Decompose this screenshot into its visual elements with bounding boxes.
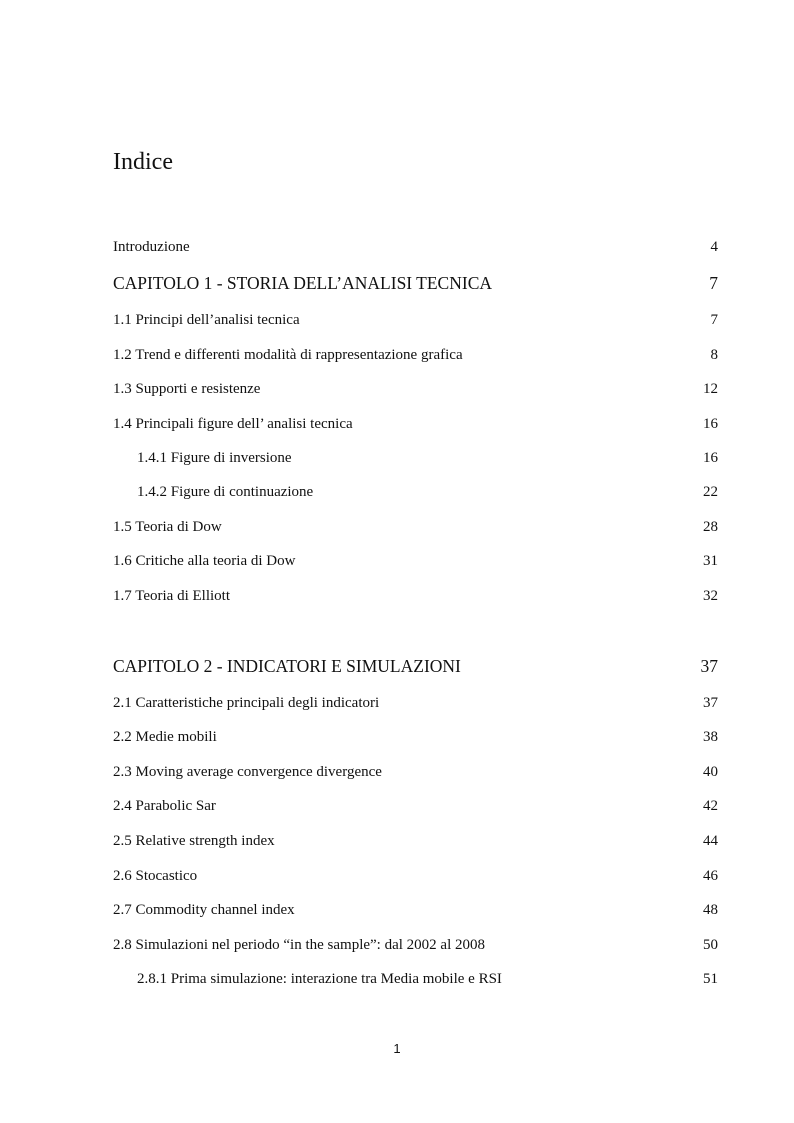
toc-entry-2-3[interactable]: [113, 762, 718, 782]
toc-entry-page: 42: [703, 798, 718, 814]
toc-entry-1-7[interactable]: [113, 586, 718, 606]
toc-entry-2-5[interactable]: [113, 831, 718, 851]
toc-entry-1-6[interactable]: [113, 551, 718, 571]
toc-entry-page: 7: [709, 273, 718, 293]
toc-entry-page: 50: [703, 937, 718, 953]
toc-entry-2-4[interactable]: [113, 796, 718, 816]
toc-entry-page: 48: [703, 902, 718, 918]
toc-entry-2-8-1[interactable]: [137, 969, 718, 989]
toc-entry-page: 8: [710, 347, 718, 363]
toc-entry-label: 1.4.2 Figure di continuazione: [137, 484, 314, 500]
toc-entry-label: 1.4.1 Figure di inversione: [137, 450, 292, 466]
toc-entry-label: 1.5 Teoria di Dow: [113, 519, 222, 535]
toc-entry-page: 46: [703, 868, 718, 884]
toc-entry-page: 37: [703, 695, 718, 711]
toc-entry-page: 40: [703, 764, 718, 780]
toc-chapter-1[interactable]: [113, 272, 718, 294]
toc-entry-1-4-2[interactable]: [137, 482, 718, 502]
toc-entry-page: 22: [703, 484, 718, 500]
page-title: Indice: [113, 149, 173, 175]
toc-entry-page: 37: [700, 656, 718, 676]
toc-entry-1-1[interactable]: [113, 310, 718, 330]
toc-entry-label: 2.1 Caratteristiche principali degli indicatori: [113, 695, 380, 711]
toc-entry-label: Introduzione: [113, 239, 190, 255]
toc-entry-label: 2.6 Stocastico: [113, 868, 198, 884]
toc-entry-label: 1.3 Supporti e resistenze: [113, 381, 261, 397]
toc-entry-page: 32: [703, 588, 718, 604]
toc-entry-label: 2.7 Commodity channel index: [113, 902, 295, 918]
toc-chapter-2[interactable]: [113, 655, 718, 677]
page-number: 1: [393, 1041, 401, 1056]
toc-entry-label: 1.4 Principali figure dell’ analisi tecnica: [113, 416, 353, 432]
toc-entry-label: 2.3 Moving average convergence divergence: [113, 764, 382, 780]
toc-entry-label: 2.8 Simulazioni nel periodo “in the sample”: dal 2002 al 2008: [113, 937, 486, 953]
toc-entry-page: 44: [703, 833, 718, 849]
toc-entry-1-2[interactable]: [113, 345, 718, 365]
toc-entry-2-2[interactable]: [113, 727, 718, 747]
toc-entry-label: 1.6 Critiche alla teoria di Dow: [113, 553, 296, 569]
toc-entry-label: CAPITOLO 1 - STORIA DELL’ANALISI TECNICA: [113, 273, 493, 293]
toc-entry-page: 16: [703, 450, 718, 466]
toc-entry-1-4[interactable]: [113, 414, 718, 434]
toc-entry-2-8[interactable]: [113, 935, 718, 955]
toc-entry-label: CAPITOLO 2 - INDICATORI E SIMULAZIONI: [113, 656, 461, 676]
toc-entry-label: 2.5 Relative strength index: [113, 833, 275, 849]
toc-entry-label: 1.1 Principi dell’analisi tecnica: [113, 312, 300, 328]
toc-entry-page: 7: [710, 312, 718, 328]
toc-entry-1-5[interactable]: [113, 517, 718, 537]
toc-entry-label: 1.2 Trend e differenti modalità di rappresentazione grafica: [113, 347, 463, 363]
toc-entry-label: 2.8.1 Prima simulazione: interazione tra Media mobile e RSI: [137, 971, 502, 987]
toc-entry-label: 1.7 Teoria di Elliott: [113, 588, 230, 604]
toc-entry-page: 31: [703, 553, 718, 569]
toc-entry-introduzione[interactable]: [113, 237, 718, 257]
toc-entry-2-1[interactable]: [113, 693, 718, 713]
toc-entry-1-3[interactable]: [113, 379, 718, 399]
toc-entry-2-6[interactable]: [113, 866, 718, 886]
toc-entry-label: 2.4 Parabolic Sar: [113, 798, 216, 814]
toc-entry-page: 4: [710, 239, 718, 255]
toc-entry-page: 38: [703, 729, 718, 745]
toc-entry-2-7[interactable]: [113, 900, 718, 920]
toc-entry-page: 16: [703, 416, 718, 432]
toc-entry-1-4-1[interactable]: [137, 448, 718, 468]
toc-entry-label: 2.2 Medie mobili: [113, 729, 217, 745]
toc-entry-page: 28: [703, 519, 718, 535]
toc-entry-page: 12: [703, 381, 718, 397]
toc-entry-page: 51: [703, 971, 718, 987]
